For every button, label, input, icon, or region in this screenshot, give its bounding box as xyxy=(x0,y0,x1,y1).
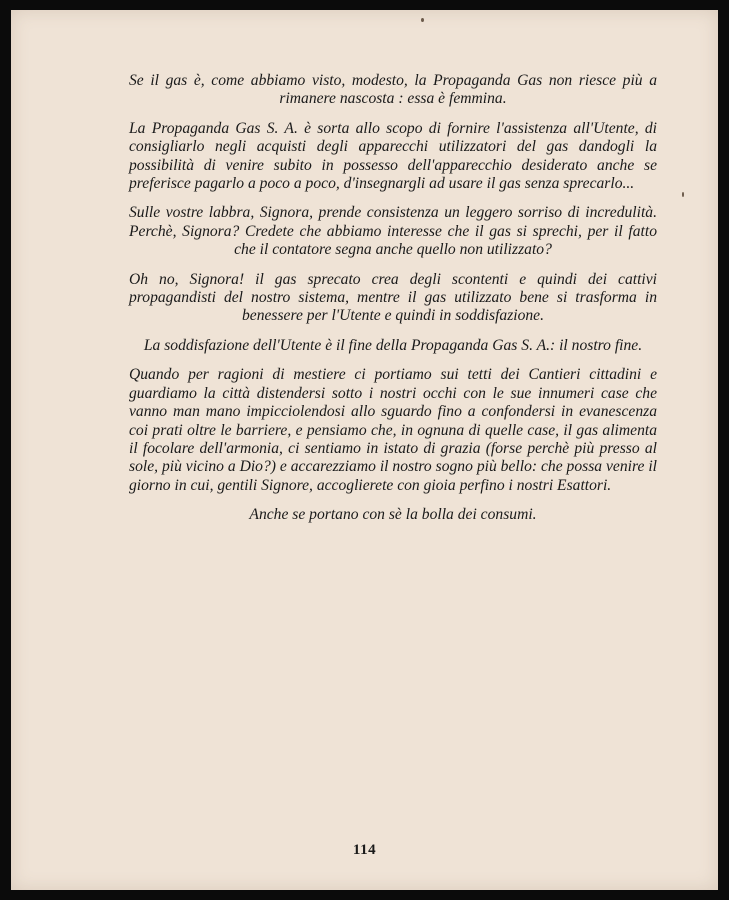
paragraph-5: La soddisfazione dell'Utente è il fine della Propaganda Gas S. A.: il nostro fine. xyxy=(143,336,643,354)
page-number: 114 xyxy=(352,842,377,858)
paper-speck xyxy=(421,18,424,22)
paragraph-6: Quando per ragioni di mestiere ci portiamo sui tetti dei Cantieri cittadini e guardiamo la città distendersi sotto i nostri occhi con le sue innumeri case che vanno man mano impicciolendosi allo sguardo fino a confondersi in evanescenza coi prati oltre le barriere, e pensiamo che, in ognuna di quelle case, il gas alimenta il focolare dell'armonia, ci sentiamo in istato di grazia (forse perchè più presso al sole, più vicino a Dio?) e accarezziamo il nostro sogno più bello: che possa venire il giorno in cui, gentili Signore, accoglierete con gioia perfino i nostri Esattori. xyxy=(129,366,657,494)
paragraph-7: Anche se portano con sè la bolla dei consumi. xyxy=(249,506,537,524)
paper-speck xyxy=(682,192,684,197)
book-page xyxy=(11,10,718,890)
body-text xyxy=(129,72,657,536)
paragraph-1: Se il gas è, come abbiamo visto, modesto, la Propaganda Gas non riesce più a rimanere nascosta : essa è femmina. xyxy=(129,72,657,108)
paragraph-3: Sulle vostre labbra, Signora, prende consistenza un leggero sorriso di incredulità. Perchè, Signora? Credete che abbiamo interesse che il gas si sprechi, per il fatto che il contatore segna anche quello non utilizzato? xyxy=(129,204,657,259)
paragraph-2: La Propaganda Gas S. A. è sorta allo scopo di fornire l'assistenza all'Utente, di consigliarlo negli acquisti degli apparecchi utilizzatori del gas dandogli la possibilità di venire subito in possesso dell'apparecchio desiderato anche se preferisce pagarlo a poco a poco, d'insegnargli ad usare il gas senza sprecarlo... xyxy=(129,119,657,193)
paragraph-4: Oh no, Signora! il gas sprecato crea degli scontenti e quindi dei cattivi propagandisti del nostro sistema, mentre il gas utilizzato bene si trasforma in benessere per l'Utente e quindi in soddisfazione. xyxy=(129,270,657,325)
